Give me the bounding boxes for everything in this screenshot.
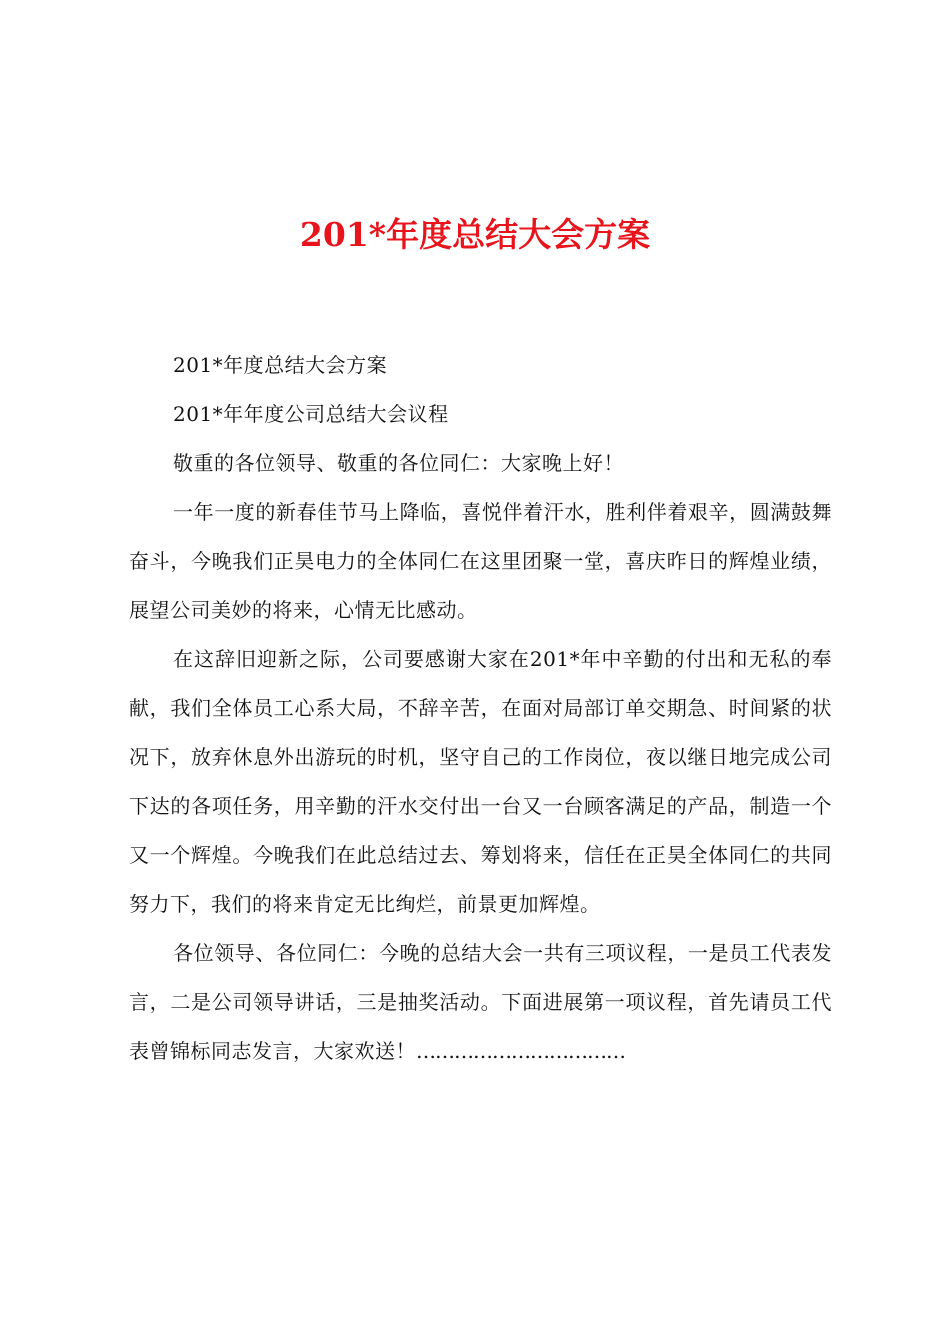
paragraph-agenda-heading: 201*年年度公司总结大会议程 <box>173 402 449 426</box>
paragraph-subtitle: 201*年度总结大会方案 <box>173 353 388 377</box>
document-body <box>129 341 832 1076</box>
paragraph-greeting: 敬重的各位领导、敬重的各位同仁：大家晚上好！ <box>173 451 624 475</box>
trailing-dots: …………………………… <box>416 1039 625 1063</box>
paragraph-opening: 一年一度的新春佳节马上降临，喜悦伴着汗水，胜利伴着艰辛，圆满鼓舞奋斗，今晚我们正昊电力的全体同仁在这里团聚一堂，喜庆昨日的辉煌业绩，展望公司美妙的将来，心情无比感动。 <box>129 500 832 622</box>
document-title: 201*年度总结大会方案 <box>299 215 651 254</box>
paragraph-agenda-intro <box>129 929 832 1076</box>
paragraph-agenda-intro-text: 各位领导、各位同仁：今晚的总结大会一共有三项议程，一是员工代表发言，二是公司领导讲话，三是抽奖活动。下面进展第一项议程，首先请员工代表曾锦标同志发言，大家欢送！ <box>129 941 832 1063</box>
paragraph-thanks: 在这辞旧迎新之际，公司要感谢大家在201*年中辛勤的付出和无私的奉献，我们全体员工心系大局，不辞辛苦，在面对局部订单交期急、时间紧的状况下，放弃休息外出游玩的时机，坚守自己的工作岗位，夜以继日地完成公司下达的各项任务，用辛勤的汗水交付出一台又一台顾客满足的产品，制造一个又一个辉煌。今晚我们在此总结过去、筹划将来，信任在正昊全体同仁的共同努力下，我们的将来肯定无比绚烂，前景更加辉煌。 <box>129 647 832 916</box>
